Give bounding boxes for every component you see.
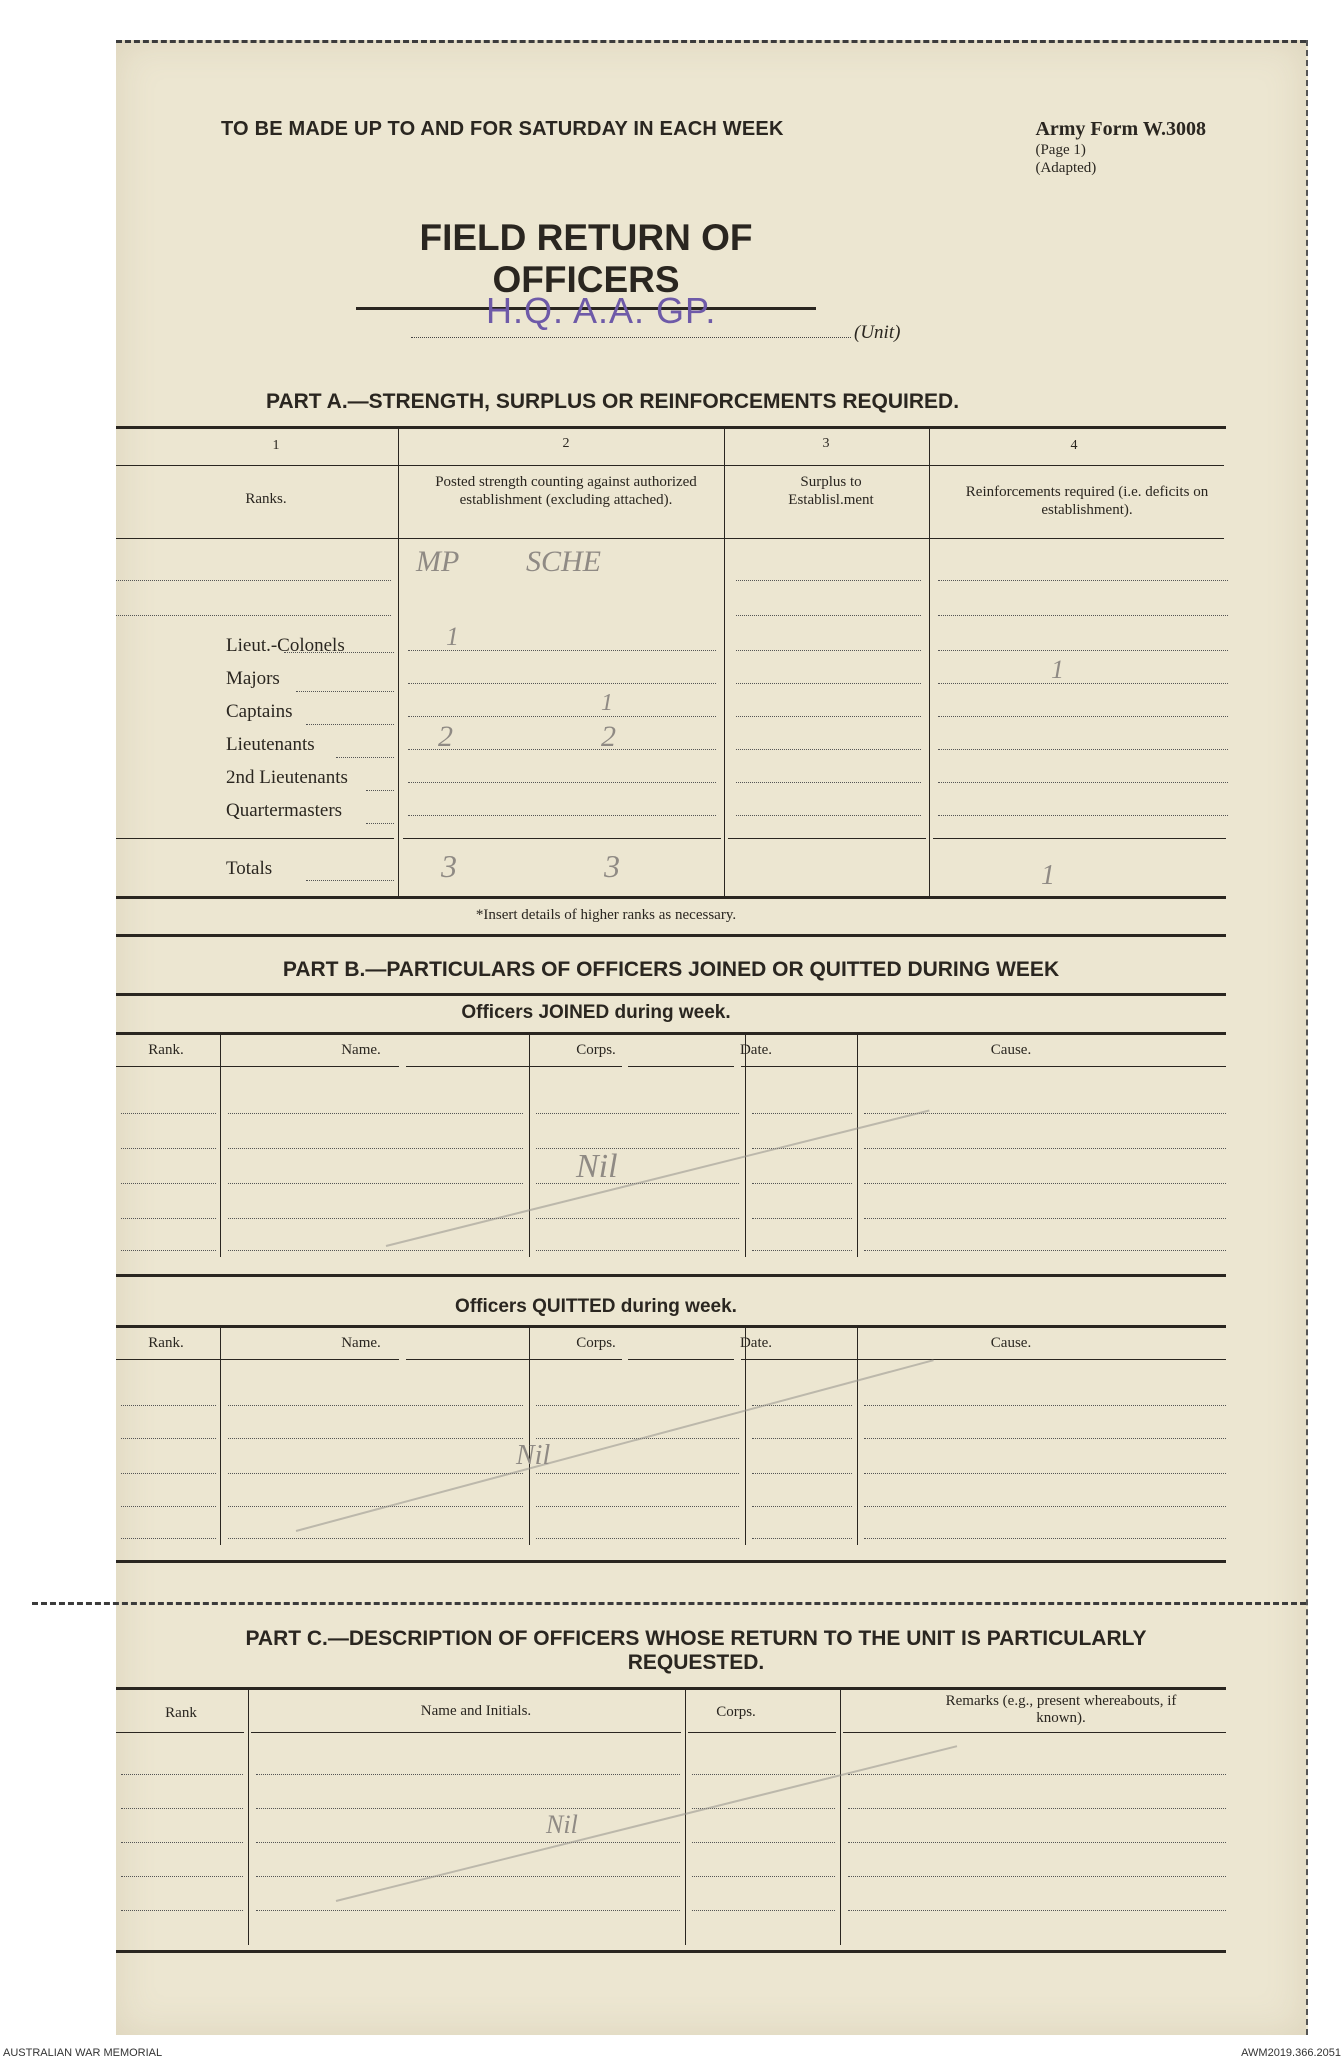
part-c-col-rank: Rank [165, 1705, 197, 1721]
cancel-stroke [336, 1745, 957, 1902]
dotted-line [408, 782, 716, 783]
quitted-divider-1 [220, 1325, 221, 1545]
dotted-line [864, 1405, 1226, 1406]
dotted-line [121, 1506, 216, 1507]
hdr-rule [406, 1066, 622, 1067]
part-a-numbers-rule [116, 465, 1224, 466]
dotted-line [864, 1250, 1226, 1251]
ranks-col-header: Ranks. [245, 491, 287, 507]
hdr-rule [688, 1732, 836, 1733]
dotted-line [408, 815, 716, 816]
hdr-rule [171, 1359, 399, 1360]
rank-row-2nd-lieutenants: 2nd Lieutenants [226, 767, 348, 788]
dotted-line [121, 1183, 216, 1184]
part-c-heading [116, 1627, 1276, 1675]
dotted-line [408, 683, 716, 684]
dotted-line [736, 650, 921, 651]
dotted-line [256, 1842, 680, 1843]
form-page: (Page 1) [1035, 142, 1086, 158]
posted-col-header: Posted strength counting against authorized establishment (excluding attached). [435, 474, 697, 508]
dotted-line [736, 782, 921, 783]
dotted-line [692, 1876, 835, 1877]
part-b-top-rule [116, 993, 1226, 996]
rank-row-lieutenants: Lieutenants [226, 734, 315, 755]
dotted-line [228, 1438, 523, 1439]
perforation-middle [32, 1602, 1306, 1605]
dotted-line [536, 1473, 739, 1474]
joined-handwritten: Nil [576, 1148, 618, 1185]
dotted-line [848, 1808, 1226, 1809]
dotted-leader [336, 757, 394, 758]
hw-captains-posted: 1 [601, 690, 613, 716]
part-c-divider-2 [685, 1687, 686, 1945]
dotted-line [121, 1774, 243, 1775]
part-a-divider-2 [724, 426, 725, 896]
dotted-leader [284, 652, 394, 653]
dotted-line [848, 1876, 1226, 1877]
dotted-line [121, 1842, 243, 1843]
cancel-stroke [386, 1110, 930, 1247]
hdr-rule [116, 1732, 244, 1733]
part-a-heading: PART A.—STRENGTH, SURPLUS OR REINFORCEMENTS REQUIRED. [266, 390, 960, 413]
totals-rule-4 [933, 838, 1226, 839]
quitted-col-rank: Rank. [148, 1335, 184, 1351]
dotted-line [536, 1250, 739, 1251]
dotted-line [228, 1113, 523, 1114]
hdr-rule [171, 1066, 399, 1067]
dotted-line [121, 1808, 243, 1809]
dotted-line [864, 1218, 1226, 1219]
dotted-line [121, 1876, 243, 1877]
form-reference [1035, 118, 1206, 177]
dotted-line [121, 1250, 216, 1251]
dotted-line [848, 1842, 1226, 1843]
dotted-line [536, 1506, 739, 1507]
dotted-line [228, 1538, 523, 1539]
handwritten-sub-2: SCHE [526, 545, 601, 578]
form-sheet [116, 40, 1308, 2035]
dotted-line [752, 1506, 852, 1507]
part-a-footnote-rule [116, 934, 1226, 937]
unit-stamp: H.Q. A.A. GP. [486, 290, 717, 331]
dotted-line [228, 1218, 523, 1219]
dotted-line [228, 1250, 523, 1251]
col-number-4: 4 [1070, 438, 1078, 453]
joined-divider-2 [529, 1032, 530, 1257]
dotted-line [116, 615, 391, 616]
part-c-divider-1 [248, 1687, 249, 1945]
reinforcements-col-header: Reinforcements required (i.e. deficits on establishment). [965, 484, 1209, 518]
joined-top-rule [116, 1032, 1226, 1035]
dotted-line [938, 749, 1228, 750]
quitted-col-date: Date. [739, 1335, 773, 1351]
part-c-divider-3 [840, 1687, 841, 1945]
part-a-bottom-rule [116, 896, 1226, 899]
dotted-line [228, 1183, 523, 1184]
dotted-line [736, 580, 921, 581]
footer-source: AUSTRALIAN WAR MEMORIAL [3, 2047, 163, 2059]
joined-col-cause: Cause. [990, 1042, 1032, 1058]
dotted-line [408, 716, 716, 717]
dotted-line [752, 1438, 852, 1439]
dotted-line [848, 1910, 1226, 1911]
page-title: FIELD RETURN OF OFFICERS [356, 217, 816, 310]
hw-totals-posted-b: 3 [604, 848, 620, 884]
unit-line [411, 337, 851, 338]
part-a-divider-3 [929, 426, 930, 896]
joined-col-date: Date. [739, 1042, 773, 1058]
dotted-line [408, 749, 716, 750]
hw-totals-reinf: 1 [1041, 860, 1055, 891]
dotted-line [256, 1876, 680, 1877]
part-a-top-rule [116, 426, 1226, 429]
part-c-heading-line1: PART C.—DESCRIPTION OF OFFICERS WHOSE RETURN TO THE UNIT IS PARTICULARLY [245, 1627, 1147, 1650]
dotted-line [536, 1405, 739, 1406]
totals-rule-3 [728, 838, 926, 839]
col-number-3: 3 [822, 436, 830, 451]
dotted-line [121, 1405, 216, 1406]
dotted-line [121, 1218, 216, 1219]
dotted-line [938, 580, 1228, 581]
dotted-line [752, 1218, 852, 1219]
dotted-line [121, 1538, 216, 1539]
perforation-top [116, 40, 1306, 43]
dotted-line [938, 650, 1228, 651]
dotted-line [116, 580, 391, 581]
dotted-line [692, 1808, 835, 1809]
quitted-col-name: Name. [341, 1335, 381, 1351]
part-c-bottom-rule [116, 1950, 1226, 1953]
part-a-divider-1 [398, 426, 399, 896]
joined-col-corps: Corps. [576, 1042, 616, 1058]
dotted-line [864, 1438, 1226, 1439]
quitted-divider-3 [745, 1325, 746, 1545]
dotted-line [848, 1774, 1226, 1775]
quitted-divider-4 [857, 1325, 858, 1545]
part-c-heading-line2: REQUESTED. [627, 1651, 765, 1674]
dotted-line [536, 1218, 739, 1219]
part-a-footnote: *Insert details of higher ranks as necessary. [475, 907, 737, 923]
dotted-line [256, 1808, 680, 1809]
hdr-rule [741, 1066, 1226, 1067]
quitted-title: Officers QUITTED during week. [455, 1296, 737, 1317]
hw-lieut-posted-a: 2 [438, 720, 453, 753]
joined-col-rank: Rank. [148, 1042, 184, 1058]
dotted-line [121, 1473, 216, 1474]
dotted-line [736, 815, 921, 816]
dotted-line [536, 1113, 739, 1114]
dotted-line [938, 615, 1228, 616]
hdr-rule [843, 1732, 1226, 1733]
dotted-line [752, 1538, 852, 1539]
dotted-line [938, 815, 1228, 816]
dotted-line [864, 1538, 1226, 1539]
form-name: Army Form W.3008 [1035, 118, 1206, 140]
hw-majors-reinf: 1 [1051, 655, 1064, 684]
hdr-rule [406, 1359, 622, 1360]
hdr-rule [741, 1359, 1226, 1360]
joined-divider-1 [220, 1032, 221, 1257]
totals-label: Totals [226, 858, 273, 879]
hw-totals-posted-a: 3 [441, 848, 457, 884]
joined-title: Officers JOINED during week. [461, 1002, 731, 1023]
dotted-line [536, 1538, 739, 1539]
dotted-line [256, 1910, 680, 1911]
part-c-col-corps: Corps. [716, 1704, 756, 1720]
dotted-line [752, 1250, 852, 1251]
quitted-col-cause: Cause. [990, 1335, 1032, 1351]
part-c-top-rule [116, 1687, 1226, 1690]
dotted-line [692, 1774, 835, 1775]
quitted-bottom-rule [116, 1560, 1226, 1563]
dotted-line [864, 1148, 1226, 1149]
dotted-line [938, 716, 1228, 717]
joined-col-name: Name. [341, 1042, 381, 1058]
hw-ltcol-posted: 1 [446, 622, 459, 651]
col-number-1: 1 [272, 438, 280, 453]
quitted-top-rule [116, 1325, 1226, 1328]
dotted-line [228, 1148, 523, 1149]
dotted-line [228, 1473, 523, 1474]
rank-row-quartermasters: Quartermasters [226, 800, 343, 821]
part-a-header-rule [116, 538, 1224, 539]
dotted-line [121, 1113, 216, 1114]
dotted-line [121, 1148, 216, 1149]
rank-row-majors: Majors [226, 668, 280, 689]
col-number-2: 2 [562, 436, 570, 451]
part-c-handwritten: Nil [546, 1810, 578, 1839]
dotted-leader [366, 790, 394, 791]
dotted-leader [296, 691, 394, 692]
rank-row-lieut-colonels: Lieut.-Colonels [226, 635, 345, 656]
dotted-line [938, 683, 1228, 684]
hdr-rule [251, 1732, 681, 1733]
dotted-line [121, 1910, 243, 1911]
dotted-line [228, 1506, 523, 1507]
part-c-col-name: Name and Initials. [420, 1703, 532, 1719]
header-instruction: TO BE MADE UP TO AND FOR SATURDAY IN EACH WEEK [221, 118, 784, 140]
dotted-line [864, 1473, 1226, 1474]
dotted-line [692, 1842, 835, 1843]
joined-bottom-rule [116, 1274, 1226, 1277]
dotted-line [736, 615, 921, 616]
dotted-leader [306, 724, 394, 725]
hdr-rule [628, 1359, 734, 1360]
rank-row-captains: Captains [226, 701, 293, 722]
dotted-leader [366, 823, 394, 824]
dotted-line [228, 1405, 523, 1406]
hdr-rule [628, 1066, 734, 1067]
dotted-line [536, 1148, 739, 1149]
dotted-line [736, 749, 921, 750]
dotted-line [864, 1183, 1226, 1184]
form-note: (Adapted) [1035, 160, 1097, 176]
dotted-line [256, 1774, 680, 1775]
part-c-col-remarks: Remarks (e.g., present whereabouts, if known). [945, 1693, 1177, 1726]
quitted-divider-2 [529, 1325, 530, 1545]
hw-lieut-posted-b: 2 [601, 720, 616, 753]
dotted-line [752, 1113, 852, 1114]
joined-divider-4 [857, 1032, 858, 1257]
dotted-line [752, 1183, 852, 1184]
unit-label: (Unit) [854, 322, 901, 343]
dotted-line [736, 683, 921, 684]
totals-rule-2 [403, 838, 721, 839]
quitted-col-corps: Corps. [576, 1335, 616, 1351]
dotted-line [864, 1506, 1226, 1507]
joined-divider-3 [745, 1032, 746, 1257]
dotted-line [692, 1910, 835, 1911]
quitted-handwritten: Nil [516, 1440, 551, 1471]
footer-id: AWM2019.366.2051 [1241, 2047, 1341, 2059]
dotted-line [121, 1438, 216, 1439]
dotted-line [938, 782, 1228, 783]
dotted-line [736, 716, 921, 717]
handwritten-sub-1: MP [416, 545, 460, 578]
dotted-leader [306, 880, 394, 881]
totals-rule-1 [116, 838, 394, 839]
surplus-col-header: Surplus to Establisl.ment [788, 474, 874, 508]
dotted-line [752, 1473, 852, 1474]
part-b-heading: PART B.—PARTICULARS OF OFFICERS JOINED OR QUITTED DURING WEEK [282, 958, 1060, 981]
